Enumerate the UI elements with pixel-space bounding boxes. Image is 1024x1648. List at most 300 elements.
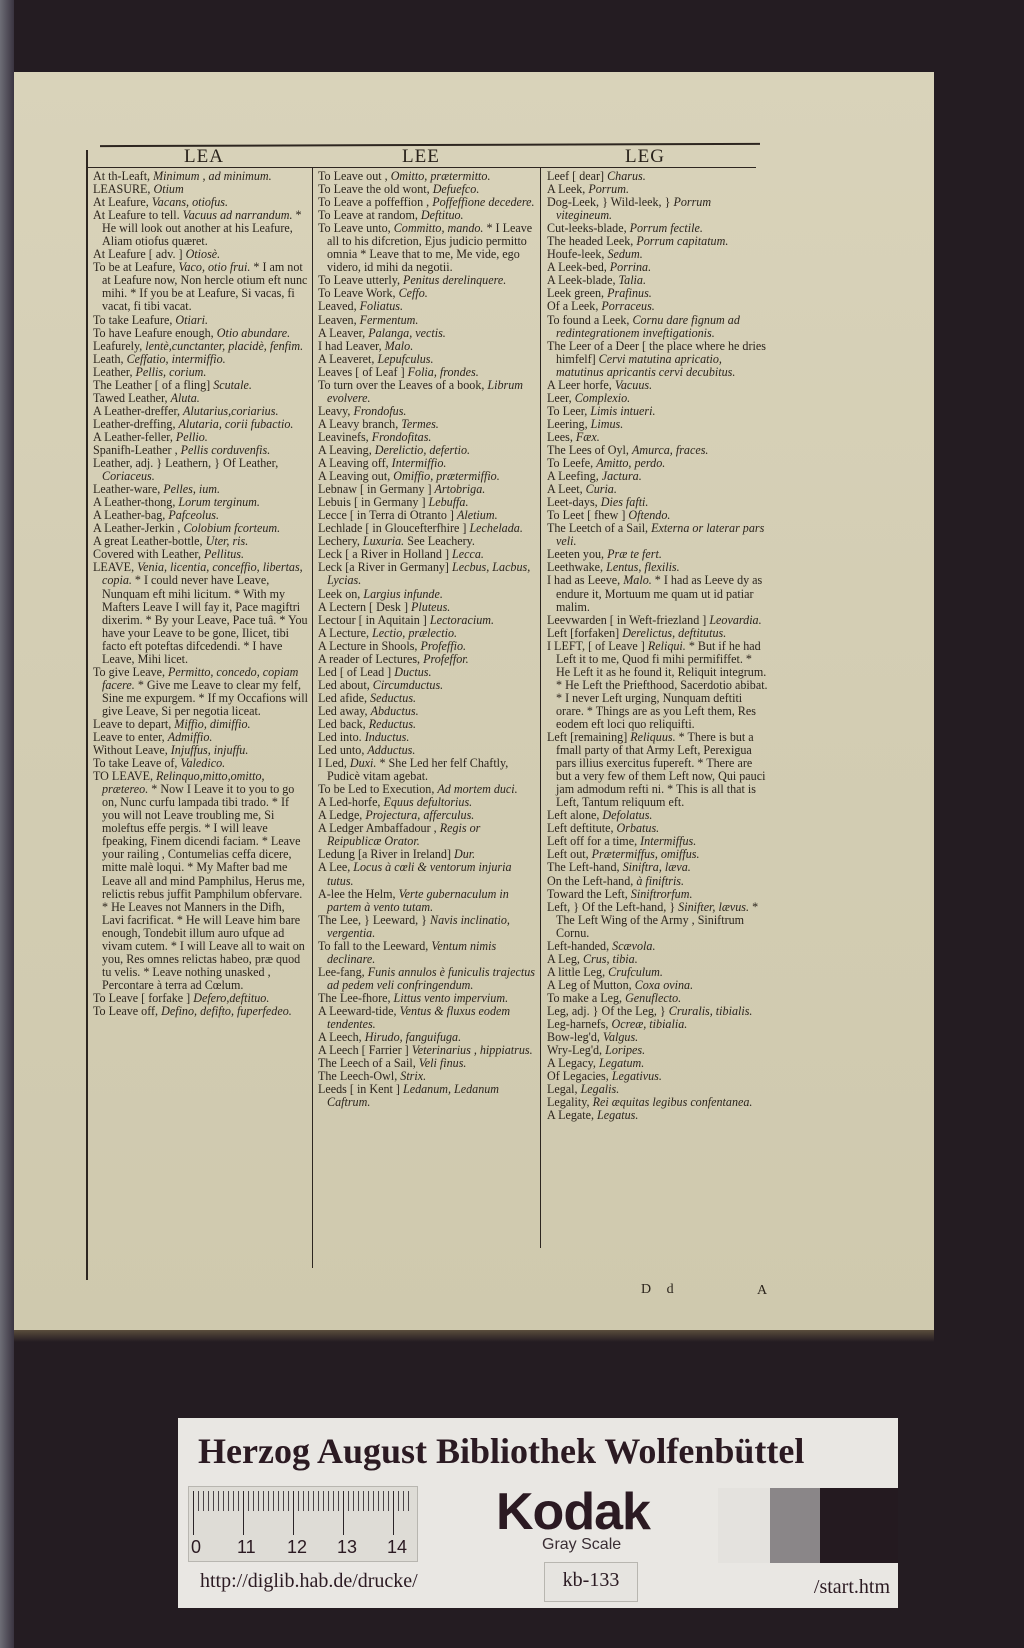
- entry-latin: Abductus.: [370, 703, 419, 718]
- entry-headword: A Leaving out,: [318, 469, 394, 484]
- entry-headword: To make a Leg,: [547, 990, 626, 1005]
- entry-headword: Leering,: [547, 416, 591, 431]
- entry-latin: Siniftrorfum.: [630, 886, 693, 901]
- entry-headword: To give Leave,: [93, 664, 169, 679]
- entry-headword: Leek on,: [318, 586, 364, 601]
- entry-headword: To fall to the Leeward,: [318, 938, 432, 953]
- entry-example: * She Led her felf Chaftly, Pudicè vitam agebat.: [327, 756, 509, 784]
- entry-headword: Led unto,: [318, 743, 368, 758]
- entry-headword: Lechlade [ in Gloucefterfhire ]: [318, 521, 470, 536]
- running-head-right: LEG: [625, 146, 665, 167]
- entry-headword: Lebuis [ in Germany ]: [318, 495, 429, 510]
- entry-latin: Defino, defifto, fuperfedeo.: [161, 1004, 292, 1018]
- dictionary-entry: [547, 901, 769, 940]
- entry-latin: Veli finus.: [418, 1056, 467, 1071]
- entry-headword: A Lee,: [318, 860, 354, 875]
- gray-swatch-dark: [820, 1488, 898, 1563]
- entry-headword: Leaved,: [318, 299, 360, 314]
- entry-latin: Folia, frondes.: [407, 364, 479, 379]
- dictionary-entry: [547, 196, 769, 222]
- entry-latin: Equus defultorius.: [383, 795, 473, 810]
- entry-latin: Largius infunde.: [363, 586, 443, 601]
- entry-latin: Ductus.: [394, 664, 432, 679]
- entry-latin: Amurca, fraces.: [631, 442, 709, 457]
- entry-latin: Vacans, otiofus.: [151, 195, 229, 210]
- entry-latin: Porraceus.: [601, 299, 655, 314]
- page-border-left: [86, 150, 88, 1280]
- entry-headword: Leather, adj. } Leathern, } Of Leather,: [93, 456, 279, 471]
- entry-latin: Prafinus.: [607, 286, 652, 301]
- entry-headword: Leave to enter,: [93, 730, 168, 745]
- entry-headword: Leavy,: [318, 403, 354, 418]
- gray-scale-caption: Gray Scale: [542, 1536, 622, 1553]
- entry-headword: Led away,: [318, 703, 371, 718]
- entry-headword: Leet-days,: [547, 495, 601, 510]
- entry-headword: The Leech-Owl,: [318, 1069, 401, 1084]
- entry-headword: Leg, adj. } Of the Leg, }: [547, 1004, 669, 1018]
- entry-latin: Deftituo.: [420, 208, 464, 223]
- entry-latin: Derelictus, deftitutus.: [622, 625, 727, 640]
- entry-latin: Porrum.: [588, 182, 629, 197]
- entry-latin: Crufculum.: [608, 964, 663, 979]
- entry-latin: Lentus, flexilis.: [606, 560, 680, 575]
- entry-latin: Valgus.: [602, 1030, 639, 1045]
- entry-headword: Lecce [ in Terra di Otranto ]: [318, 508, 457, 523]
- entry-latin: Oftendo.: [628, 508, 671, 523]
- dictionary-entry: [547, 1109, 769, 1122]
- entry-headword: A Legate,: [547, 1108, 598, 1123]
- entry-latin: Crus, tibia.: [582, 951, 638, 966]
- entry-headword: A Lecture,: [318, 625, 373, 640]
- entry-headword: A Lecture in Shools,: [318, 638, 421, 653]
- entry-latin: Uter, ris.: [205, 534, 249, 549]
- column-divider-1: [312, 168, 313, 1268]
- entry-latin: Alutaria, corii fubactio.: [178, 416, 294, 431]
- entry-headword: To turn over the Leaves of a book,: [318, 377, 488, 392]
- dictionary-entry: [318, 861, 536, 887]
- entry-headword: To Leefe,: [547, 456, 597, 471]
- entry-latin: Pellis, corium.: [135, 364, 207, 379]
- entry-latin: Porrum capitatum.: [636, 234, 729, 249]
- entry-headword: Of Legacies,: [547, 1069, 612, 1084]
- entry-headword: A Leefing,: [547, 469, 602, 484]
- entry-latin: Hirudo, fanguifuga.: [364, 1030, 462, 1045]
- dictionary-entry: [547, 522, 769, 548]
- entry-latin: Amitto, perdo.: [596, 456, 666, 471]
- entry-headword: To Leave a poffeffion ,: [318, 195, 433, 210]
- dictionary-entry: [318, 888, 536, 914]
- entry-headword: Leather-dreffing,: [93, 416, 179, 431]
- entry-latin: Librum evolvere.: [327, 377, 524, 405]
- entry-latin: Frondofitas.: [371, 429, 432, 444]
- entry-latin: Coxa ovina.: [634, 977, 694, 992]
- entry-headword: A Leeward-tide,: [318, 1004, 400, 1018]
- entry-headword: TO LEAVE,: [93, 769, 157, 784]
- entry-headword: Without Leave,: [93, 743, 171, 758]
- entry-latin: Pluteus.: [411, 599, 451, 614]
- entry-latin: Loripes.: [605, 1043, 646, 1058]
- entry-latin: Omitto, prætermitto.: [390, 169, 491, 183]
- entry-latin: Otio abundare.: [216, 325, 291, 340]
- ruler-ticks: [193, 1491, 413, 1537]
- library-name: Herzog August Bibliothek Wolfenbüttel: [198, 1431, 805, 1471]
- entry-latin: Porrina.: [609, 260, 652, 275]
- dictionary-entry: [318, 1005, 536, 1031]
- entry-latin: Limus.: [590, 416, 624, 431]
- entry-latin: Luxuria.: [362, 534, 405, 549]
- entry-headword: Lectour [ in Aquitain ]: [318, 612, 430, 627]
- entry-latin: Aletium.: [456, 508, 498, 523]
- entry-headword: To Leer,: [547, 403, 591, 418]
- entry-headword: Leeten you,: [547, 547, 608, 562]
- entry-latin: Limis intueri.: [590, 403, 656, 418]
- entry-headword: A Ledger Ambaffadour ,: [318, 821, 440, 836]
- entry-headword: Lee-fang,: [318, 964, 368, 979]
- entry-latin: Littus vento impervium.: [393, 990, 509, 1005]
- entry-headword: Led [ of Lead ]: [318, 664, 395, 679]
- entry-latin: Defero,deftituo.: [193, 990, 270, 1005]
- entry-headword: Leafurely,: [93, 338, 146, 353]
- entry-latin: Poffeffione decedere.: [432, 195, 535, 210]
- dictionary-entry: [318, 1083, 536, 1109]
- url-prefix: http://diglib.hab.de/drucke/: [200, 1570, 418, 1592]
- ruler-major-tick: [193, 1491, 194, 1535]
- entry-latin: Ledanum, Ledanum Caftrum.: [327, 1082, 500, 1110]
- entry-latin: Duxi.: [349, 756, 377, 771]
- entry-latin: Reliquus.: [630, 730, 676, 745]
- entry-headword: Spanifh-Leather ,: [93, 442, 181, 457]
- entry-latin: Scævola.: [612, 938, 656, 953]
- entry-latin: Ventum nimis declinare.: [327, 938, 497, 966]
- dictionary-column-leg: [547, 170, 769, 1122]
- entry-headword: To be Led to Execution,: [318, 782, 438, 797]
- dictionary-entry: [318, 822, 536, 848]
- entry-headword: A Leech [ Farrier ]: [318, 1043, 412, 1058]
- entry-headword: Leg-harnefs,: [547, 1017, 612, 1032]
- entry-headword: A Led-horfe,: [318, 795, 384, 810]
- entry-latin: Ocreæ, tibialia.: [611, 1017, 688, 1032]
- entry-headword: Leer,: [547, 390, 575, 405]
- entry-latin: Intermiffio.: [391, 456, 447, 471]
- entry-latin: Prætermiffus, omiffus.: [591, 847, 700, 862]
- entry-headword: The Left-hand,: [547, 860, 623, 875]
- entry-headword: Left [forfaken]: [547, 625, 623, 640]
- dictionary-entry: [93, 770, 309, 992]
- dictionary-column-lea: [93, 170, 309, 1018]
- entry-example: * I could never have Leave, Nunquam eft mihi licitum. * With my Mafters Leave I will fay it, Pace magiftri dixerim. * By your Leave, Pace tuâ. * You have your Leave to be gone, Ilicet, tibi facto eft poteftas difcedendi. * I have Leave, Mihi licet.: [102, 573, 308, 666]
- entry-headword: A Leather-dreffer,: [93, 403, 184, 418]
- entry-headword: Leavinefs,: [318, 429, 372, 444]
- entry-latin: Frondofus.: [353, 403, 407, 418]
- entry-headword: The Leer of a Deer [ the place where he dries himfelf]: [547, 338, 766, 366]
- entry-latin: Termes.: [401, 416, 439, 431]
- dictionary-entry: [318, 379, 536, 405]
- entry-headword: A Leek,: [547, 182, 589, 197]
- entry-latin: Adductus.: [367, 743, 416, 758]
- entry-latin: Strix.: [400, 1069, 427, 1084]
- entry-latin: Reliqui.: [647, 638, 686, 653]
- entry-latin: Pellitus.: [204, 547, 244, 562]
- entry-latin: Porrum vitegineum.: [556, 195, 712, 223]
- entry-latin: Navis inclinatio, vergentia.: [327, 912, 510, 940]
- dictionary-entry: [547, 574, 769, 613]
- dictionary-entry: [93, 1005, 309, 1018]
- dictionary-entry: [547, 731, 769, 809]
- entry-headword: Left out,: [547, 847, 592, 862]
- entry-latin: Complexio.: [574, 390, 631, 405]
- dictionary-entry: [93, 561, 309, 665]
- ruler-label: 11: [237, 1537, 256, 1557]
- entry-example: * I Leave all to his difcretion, Ejus judicio permitto omnia * Leave that to me, Me vide, ego videro, id mihi da negotii.: [327, 221, 533, 275]
- dictionary-entry: [318, 222, 536, 274]
- dictionary-entry: [93, 261, 309, 313]
- ruler-major-tick: [243, 1491, 244, 1535]
- entry-latin: Cervi matutina apricatio, matutinus apricantis cervi decubitus.: [556, 351, 736, 379]
- entry-example: * But if he had Left it to me, Quod fi mihi permififfet. * He Left it as he found it, Reliquit integrum. * He Left the Priefthood, Sacerdotio abibat. * I never Left urging, Nunquam deftiti orare. * Things are as you Left them, Res eodem eft loci quo reliquifti.: [556, 638, 768, 731]
- entry-latin: Lebuffa.: [428, 495, 469, 510]
- entry-headword: Leaven,: [318, 312, 360, 327]
- entry-latin: Lorum terginum.: [178, 495, 260, 510]
- entry-headword: Dog-Leek, } Wild-leek, }: [547, 195, 674, 210]
- entry-latin: Otiosè.: [185, 247, 221, 262]
- dictionary-entry: [318, 966, 536, 992]
- entry-latin: Otiari.: [175, 312, 209, 327]
- entry-headword: Leck [ a River in Holland ]: [318, 547, 452, 562]
- entry-headword: Lechery,: [318, 534, 363, 549]
- entry-latin: Pellio.: [175, 429, 208, 444]
- entry-headword: Left off for a time,: [547, 834, 641, 849]
- entry-latin: Cruralis, tibialis.: [668, 1004, 753, 1018]
- entry-latin: Pelles, ium.: [163, 482, 221, 497]
- page-shadow: [14, 1330, 934, 1342]
- entry-headword: To Leave out ,: [318, 169, 391, 183]
- entry-headword: Toward the Left,: [547, 886, 631, 901]
- entry-example: * Give me Leave to clear my felf, Sine me expurgem. * If my Occafions will give Leave, Si per negotia liceat.: [102, 677, 308, 718]
- entry-headword: A Leer horfe,: [547, 377, 615, 392]
- entry-headword: A great Leather-bottle,: [93, 534, 206, 549]
- entry-headword: Wry-Leg'd,: [547, 1043, 606, 1058]
- dictionary-entry: [93, 209, 309, 248]
- entry-latin: Vacuus.: [614, 377, 653, 392]
- entry-latin: Siniftra, læva.: [622, 860, 691, 875]
- entry-latin: Reductus.: [368, 716, 417, 731]
- entry-headword: Leath,: [93, 351, 127, 366]
- entry-latin: Jactura.: [601, 469, 642, 484]
- entry-headword: Legal,: [547, 1082, 581, 1097]
- entry-latin: Scutale.: [213, 377, 252, 392]
- entry-headword: To have Leafure enough,: [93, 325, 217, 340]
- entry-headword: To Leave utterly,: [318, 273, 404, 288]
- entry-latin: Vaco, otio frui.: [178, 260, 251, 275]
- entry-headword: To Leave at random,: [318, 208, 421, 223]
- entry-latin: Ad mortem duci.: [437, 782, 518, 797]
- entry-latin: Palanga, vectis.: [368, 325, 446, 340]
- dictionary-column-lee: [318, 170, 536, 1109]
- entry-latin: Regis or Reipublicæ Orator.: [327, 821, 481, 849]
- entry-headword: On the Left-hand,: [547, 873, 637, 888]
- entry-latin: lentè,cunctanter, placidè, fenfim.: [145, 338, 304, 353]
- entry-headword: The Lees of Oyl,: [547, 442, 632, 457]
- entry-headword: To Leave unto,: [318, 221, 394, 236]
- entry-latin: Pafceolus.: [168, 508, 220, 523]
- entry-headword: Left-handed,: [547, 938, 613, 953]
- entry-headword: A Leaveret,: [318, 351, 378, 366]
- entry-latin: Rei æquitas legibus confentanea.: [592, 1095, 753, 1110]
- entry-latin: Talia.: [618, 273, 646, 288]
- running-head-left: LEA: [184, 146, 224, 167]
- entry-headword: Leef [ dear]: [547, 169, 608, 183]
- entry-latin: Malo.: [623, 573, 652, 588]
- entry-latin: Venia, licentia, conceffio, libertas, copia.: [102, 560, 303, 588]
- entry-latin: Miffio, dimiffio.: [174, 716, 251, 731]
- entry-latin: Seductus.: [370, 690, 417, 705]
- entry-latin: Lepufculus.: [377, 351, 434, 366]
- entry-headword: To Leave [ forfake ]: [93, 990, 194, 1005]
- entry-example: * I had as Leeve dy as endure it, Mortuum me quam ut id patiar malim.: [556, 573, 763, 614]
- entry-latin: Verte gubernaculum in partem à vento tutam.: [327, 886, 509, 914]
- header-underline: [86, 167, 756, 168]
- entry-headword: Leaves [ of Leaf ]: [318, 364, 408, 379]
- entry-latin: Foliatus.: [359, 299, 403, 314]
- entry-latin: à finiftris.: [636, 873, 685, 888]
- column-divider-2: [540, 168, 541, 1248]
- ruler-major-tick: [293, 1491, 294, 1535]
- entry-latin: Legalis.: [580, 1082, 620, 1097]
- scanner-edge: [0, 0, 14, 1648]
- entry-headword: To take Leave of,: [93, 756, 181, 771]
- entry-headword: Tawed Leather,: [93, 390, 171, 405]
- entry-latin: Legatus.: [597, 1108, 639, 1123]
- entry-latin: Locus à cœli & ventorum injuria tutus.: [327, 860, 512, 888]
- entry-headword: A Leet,: [547, 482, 586, 497]
- entry-headword: A Leather-feller,: [93, 429, 176, 444]
- ruler-label: 0: [191, 1537, 202, 1557]
- entry-latin: Legatum.: [598, 1056, 645, 1071]
- entry-headword: Leck [a River in Germany]: [318, 560, 452, 575]
- entry-latin: Fermentum.: [359, 312, 419, 327]
- entry-latin: Dies fafti.: [600, 495, 649, 510]
- entry-headword: Covered with Leather,: [93, 547, 205, 562]
- entry-latin: Genuflecto.: [625, 990, 682, 1005]
- entry-headword: The Lee, } Leeward, }: [318, 912, 430, 927]
- entry-latin: Legativus.: [611, 1069, 662, 1084]
- entry-latin: Profeffor.: [423, 651, 469, 666]
- dictionary-entry: [547, 314, 769, 340]
- entry-headword: A Leek-blade,: [547, 273, 619, 288]
- entry-headword: Of a Leek,: [547, 299, 602, 314]
- entry-latin: Sedum.: [607, 247, 643, 262]
- entry-latin: Alutarius,coriarius.: [183, 403, 279, 418]
- entry-headword: To Leave the old wont,: [318, 182, 433, 197]
- entry-headword: A Leather-bag,: [93, 508, 169, 523]
- entry-headword: Led back,: [318, 716, 369, 731]
- dictionary-entry: [318, 757, 536, 783]
- entry-headword: I Led,: [318, 756, 350, 771]
- ruler-label: 13: [337, 1537, 358, 1557]
- entry-headword: The headed Leek,: [547, 234, 637, 249]
- signature-mark: D d: [641, 1282, 680, 1297]
- entry-latin: Committo, mando.: [393, 221, 484, 236]
- entry-headword: The Leech of a Sail,: [318, 1056, 419, 1071]
- ruler-label: 12: [287, 1537, 308, 1557]
- entry-headword: Houfe-leek,: [547, 247, 608, 262]
- entry-latin: Admiffio.: [167, 730, 213, 745]
- dictionary-entry: [547, 640, 769, 731]
- entry-headword: The Leetch of a Sail,: [547, 521, 652, 536]
- entry-headword: Lees,: [547, 429, 576, 444]
- entry-latin: Penitus derelinquere.: [403, 273, 507, 288]
- entry-example: * He will look out another at his Leafure, Aliam otiofus quæret.: [102, 208, 302, 249]
- entry-example: * Now I Leave it to you to go on, Nunc curfu lampada tibi trado. * If you will not Leave troubling me, Si moleftus effe pergis. * I will leave fpeaking, Finem dicendi faciam. * Leave your railing , Contumelias ceffa dicere, mitte malè loqui. * My Mafter bad me Leave all and mind Pamphilus, Herus me, relictis rebus juffit Pamphilum obfervare. * He Leaves not Manners in the Difh, Lavi facrificat. * He will Leave him bare enough, Tondebit illum auro ufque ad vivam cutem. * I will Leave all to wait on you, Res omnes relictas habeo, præ quod tu velis. * Leave nothing unasked , Percontare à terra ad Cœlum.: [102, 782, 305, 992]
- entry-headword: I LEFT, [ of Leave ]: [547, 638, 648, 653]
- entry-headword: Leevwarden [ in Weft-friezland ]: [547, 612, 710, 627]
- entry-headword: A Lectern [ Desk ]: [318, 599, 412, 614]
- entry-headword: A Leather-Jerkin ,: [93, 521, 184, 536]
- entry-headword: Left deftitute,: [547, 821, 617, 836]
- entry-latin: Vacuus ad narrandum.: [182, 208, 293, 223]
- entry-headword: A Ledge,: [318, 808, 366, 823]
- ruler-major-tick: [393, 1491, 394, 1535]
- url-suffix: /start.htm: [813, 1576, 890, 1598]
- entry-headword: A little Leg,: [547, 964, 609, 979]
- entry-headword: Ledung [a River in Ireland]: [318, 847, 455, 862]
- gray-swatch-light: [718, 1488, 770, 1563]
- entry-headword: The Lee-fhore,: [318, 990, 394, 1005]
- entry-latin: Porrum fectile.: [629, 221, 703, 236]
- entry-headword: A Leek-bed,: [547, 260, 610, 275]
- entry-latin: Sinifter, lævus.: [678, 899, 750, 914]
- entry-headword: Legality,: [547, 1095, 593, 1110]
- ruler: [188, 1486, 418, 1562]
- entry-latin: Ceffo.: [398, 286, 428, 301]
- dictionary-entry: [318, 561, 536, 587]
- catchword: A: [757, 1283, 768, 1298]
- entry-headword: At th-Leaft,: [93, 169, 154, 183]
- entry-headword: Left alone,: [547, 808, 603, 823]
- entry-headword: A Leg,: [547, 951, 583, 966]
- dictionary-entry: [93, 457, 309, 483]
- entry-latin: Fæx.: [575, 429, 600, 444]
- entry-latin: Lectio, prælectio.: [372, 625, 458, 640]
- entry-latin: Colobium fcorteum.: [183, 521, 281, 536]
- entry-latin: Aluta.: [170, 390, 200, 405]
- entry-latin: Minimum , ad minimum.: [153, 169, 272, 183]
- entry-headword: At Leafure,: [93, 195, 152, 210]
- entry-latin: Ventus & fluxus eodem tendentes.: [327, 1004, 511, 1032]
- gray-swatch-mid: [770, 1488, 820, 1563]
- entry-headword: A Legacy,: [547, 1056, 599, 1071]
- entry-headword: I had Leaver,: [318, 338, 385, 353]
- entry-headword: At Leafure to tell.: [93, 208, 183, 223]
- entry-latin: Externa or laterar pars veli.: [556, 521, 765, 549]
- entry-latin: Ceffatio, intermiffio.: [126, 351, 226, 366]
- entry-latin: Intermiffus.: [640, 834, 697, 849]
- entry-headword: Leather,: [93, 364, 136, 379]
- ruler-major-tick: [343, 1491, 344, 1535]
- entry-latin: Orbatus.: [616, 821, 660, 836]
- entry-latin: Cornu dare fignum ad redintegrationem inveftigationis.: [556, 312, 740, 340]
- entry-headword: To take Leafure,: [93, 312, 176, 327]
- entry-latin: Dur.: [454, 847, 476, 862]
- entry-latin: Relinquo,mitto,omitto, prætereo.: [102, 769, 265, 797]
- entry-latin: Coriaceus.: [102, 469, 155, 484]
- entry-headword: Leeds [ in Kent ]: [318, 1082, 403, 1097]
- entry-headword: LEASURE,: [93, 182, 154, 197]
- entry-headword: Leethwake,: [547, 560, 607, 575]
- entry-latin: Lectoracium.: [429, 612, 494, 627]
- entry-headword: To found a Leek,: [547, 312, 633, 327]
- entry-example: * I am not at Leafure now, Non hercle otium eft nunc mihi. * If you be at Leafure, Si vacas, fi vacat, fi tibi vacat.: [102, 260, 308, 314]
